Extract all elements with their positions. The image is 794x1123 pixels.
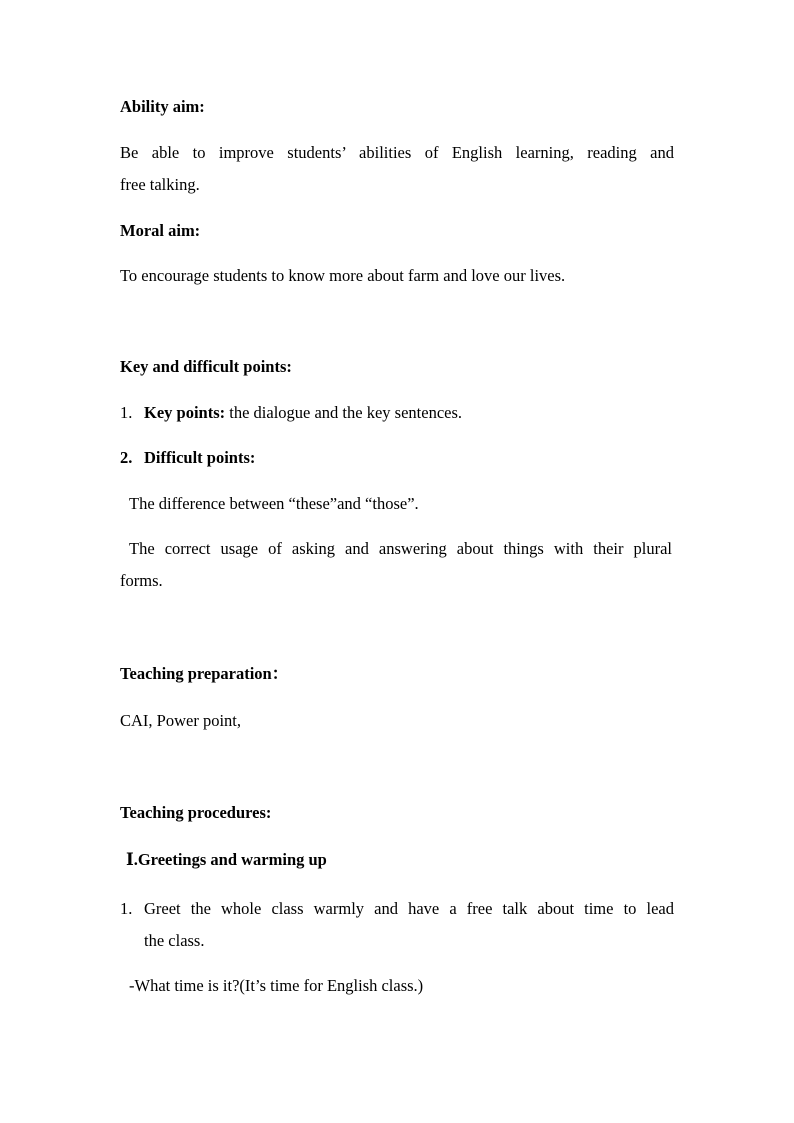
key-difficult-points-heading: Key and difficult points: <box>120 357 292 376</box>
procedures-heading: Teaching procedures: <box>120 803 272 822</box>
procedure-item1-line2: the class. <box>144 931 205 950</box>
moral-aim-heading: Moral aim: <box>120 221 201 240</box>
list-number: 2. <box>120 448 133 467</box>
section1-title: Ⅰ.Greetings and warming up <box>126 850 327 869</box>
procedure-item1 <box>120 899 674 919</box>
key-points-label: Key points: <box>144 403 226 422</box>
difficult-point-line2a: The correct usage of asking and answering about things with their plural <box>129 539 672 558</box>
ability-aim-text-line1: Be able to improve students’ abilities of English learning, reading and <box>120 143 674 162</box>
moral-aim-text: To encourage students to know more about farm and love our lives. <box>120 266 566 285</box>
dialogue-line: -What time is it?(It’s time for English class.) <box>129 976 424 995</box>
key-points-item <box>120 403 674 423</box>
list-number: 1. <box>120 403 133 422</box>
procedure-item1-line1: Greet the whole class warmly and have a free talk about time to lead <box>144 899 674 918</box>
difficult-points-label: Difficult points: <box>144 448 256 467</box>
key-points-text: the dialogue and the key sentences. <box>225 403 463 422</box>
difficult-point-line1: The difference between “these”and “those”. <box>129 494 419 513</box>
ability-aim-text-line2: free talking. <box>120 175 200 194</box>
difficult-points-item <box>120 448 674 468</box>
preparation-text: CAI, Power point, <box>120 711 241 730</box>
difficult-point-line2b: forms. <box>120 571 163 590</box>
preparation-heading: Teaching preparation： <box>120 664 289 683</box>
list-number: 1. <box>120 899 133 918</box>
ability-aim-heading: Ability aim: <box>120 97 205 116</box>
